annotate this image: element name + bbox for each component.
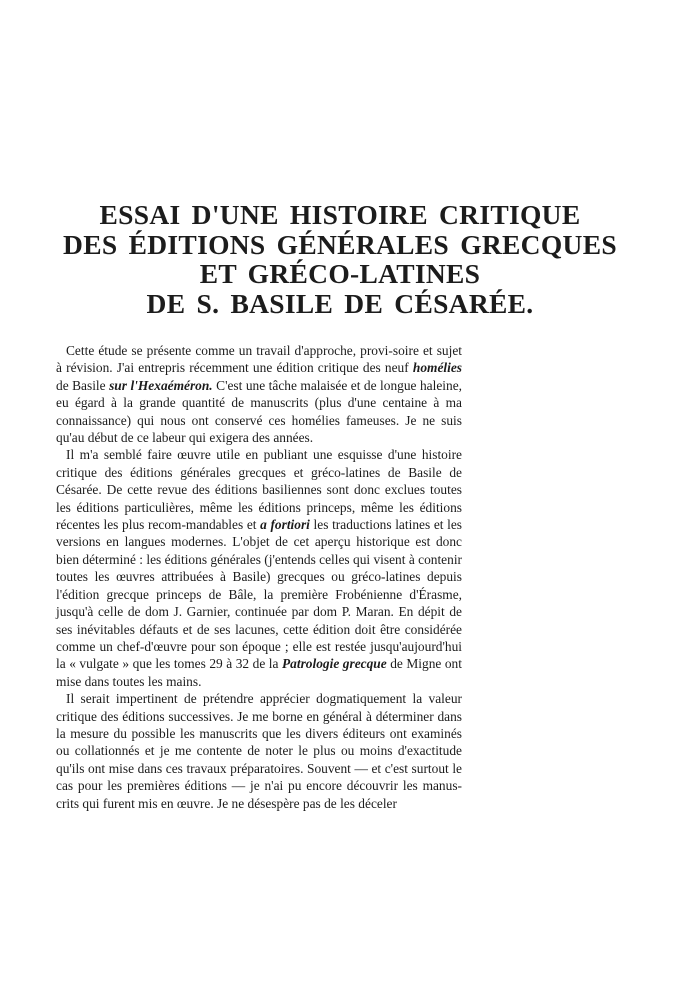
italic-term: Patrologie grecque xyxy=(282,656,387,672)
article-body xyxy=(56,342,462,812)
paragraph-text: de Basile xyxy=(56,377,110,393)
title-line-1: ESSAI D'UNE HISTOIRE CRITIQUE xyxy=(99,199,581,230)
title-line-4: DE S. BASILE DE CÉSARÉE. xyxy=(146,287,534,319)
italic-term: homélies xyxy=(412,360,462,376)
italic-term: sur l'Hexaéméron. xyxy=(109,377,213,393)
paragraph-text: C'est une tâche malaisée et de longue haleine, eu égard à la grande quantité de manuscrits (plus d'une centaine à ma connaissance) qui nous ont conservé ces homélies fameuses. Je ne suis qu'au début de ce labeur qui exigera des années. xyxy=(56,377,462,446)
paragraph-text: Il serait impertinent de prétendre apprécier dogmatiquement la valeur critique des éditions successives. Je me borne en général à déterminer dans la mesure du possible les manuscrits que les divers éditeurs ont examinés ou collationnés et je me contente de noter le plus ou moins d'exactitude qu'ils ont mise dans ces travaux préparatoires. Souvent — et c'est surtout le cas pour les premières éditions — je n'ai pu encore découvrir les manus-crits qui furent mis en œuvre. Je ne désespère pas de les déceler xyxy=(56,691,462,811)
title-line-3: ET GRÉCO-LATINES xyxy=(199,258,481,289)
title-line-2: DES ÉDITIONS GÉNÉRALES GRECQUES xyxy=(63,228,617,260)
paragraph-2 xyxy=(56,446,462,690)
italic-term: a fortiori xyxy=(260,517,310,533)
article-title xyxy=(40,200,640,318)
paragraph-3 xyxy=(56,690,462,812)
paragraph-text: Cette étude se présente comme un travail d'approche, provi-soire et sujet à révision. J'ai entrepris récemment une édition critique des neuf xyxy=(56,343,462,376)
paragraph-text: les traductions latines et les versions en langues modernes. L'objet de cet aperçu historique est donc bien déterminé : les éditions générales (j'entends celles qui visent à contenir toutes les œuvres attribuées à Basile) grecques ou gréco-latines depuis l'édition grecque princeps de Bâle, la première Frobénienne d'Érasme, jusqu'à celle de dom J. Garnier, continuée par dom P. Maran. En dépit de ses inévitables défauts et de ses lacunes, cette édition doit être considérée comme un chef-d'œuvre pour son époque ; elle est restée jusqu'aujourd'hui la « vulgate » que les tomes 29 à 32 de la xyxy=(56,517,462,672)
paragraph-1 xyxy=(56,342,462,446)
paragraph-text: de Migne ont mise dans toutes les mains. xyxy=(56,656,462,689)
paragraph-text: Il m'a semblé faire œuvre utile en publiant une esquisse d'une histoire critique des éditions générales grecques et gréco-latines de Basile de Césarée. De cette revue des éditions basiliennes sont donc exclues toutes les éditions particulières, même les éditions princeps, même les éditions récentes les plus recom-mandables et xyxy=(56,447,462,533)
